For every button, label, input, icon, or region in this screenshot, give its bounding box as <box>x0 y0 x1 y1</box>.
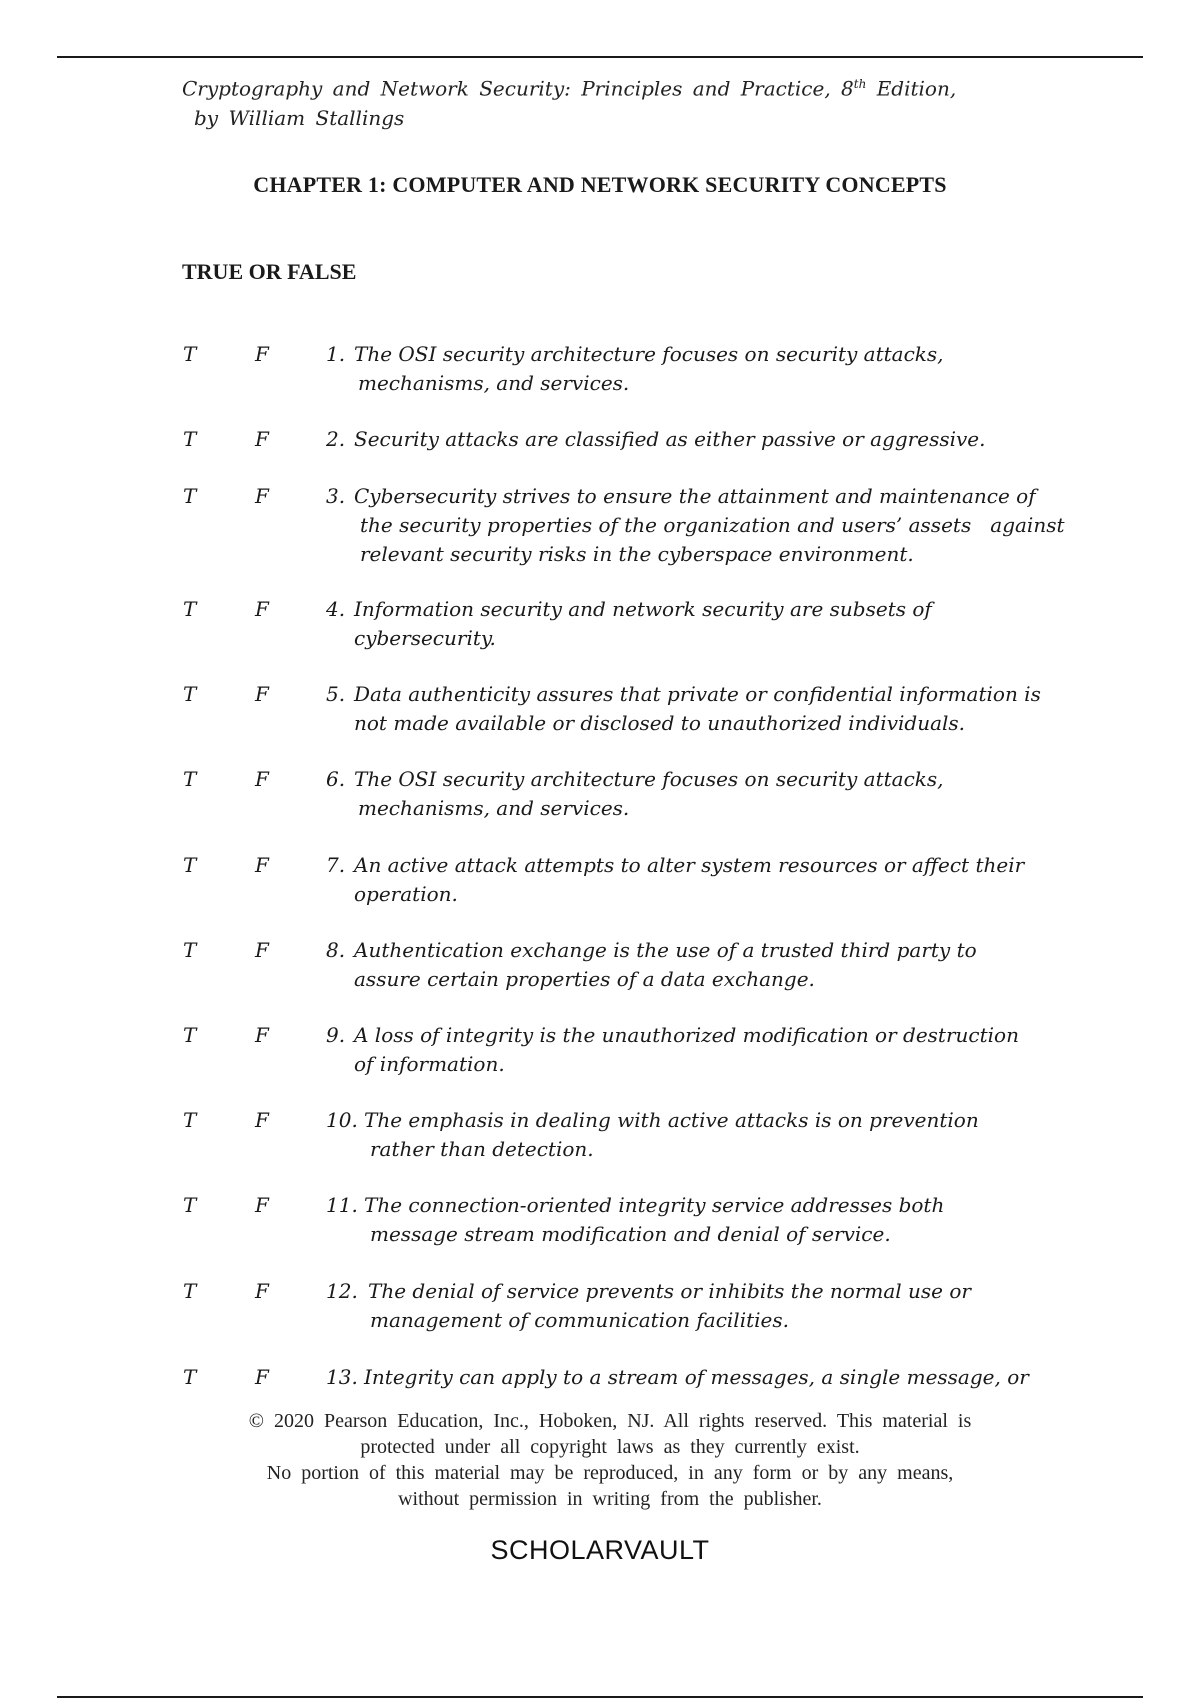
false-option[interactable]: F <box>255 427 269 451</box>
question-number: 5. <box>326 682 346 706</box>
true-option[interactable]: T <box>183 1193 197 1217</box>
book-author-line: by William Stallings <box>194 105 405 130</box>
brand-watermark: SCHOLARVAULT <box>490 1535 710 1565</box>
true-option[interactable]: T <box>183 484 197 508</box>
question-text: Authentication exchange is the use of a trusted third party to assure certain properties of a data exchange. <box>354 938 977 991</box>
question-text: The connection-oriented integrity service addresses both message stream modification and denial of service. <box>364 1193 945 1246</box>
false-option[interactable]: F <box>255 1365 269 1389</box>
question-number: 12. <box>326 1279 358 1303</box>
true-option[interactable]: T <box>183 938 197 962</box>
copyright-notice: © 2020 Pearson Education, Inc., Hoboken, NJ. All rights reserved. This material is protected under all copyright laws as they currently exist. No portion of this material may be reproduced, in any form or by any means, without permission in writing from the publisher. <box>248 1410 972 1510</box>
top-rule <box>57 56 1143 58</box>
false-option[interactable]: F <box>255 1108 269 1132</box>
question-number: 8. <box>326 938 346 962</box>
true-option[interactable]: T <box>183 597 197 621</box>
true-option[interactable]: T <box>183 1365 197 1389</box>
false-option[interactable]: F <box>255 597 269 621</box>
question-number: 1. <box>326 342 346 366</box>
true-option[interactable]: T <box>183 682 197 706</box>
true-option[interactable]: T <box>183 1279 197 1303</box>
question-number: 2. <box>326 427 346 451</box>
true-option[interactable]: T <box>183 767 197 791</box>
question-number: 11. <box>326 1193 358 1217</box>
book-title-line: Cryptography and Network Security: Principles and Practice, 8th Edition, <box>182 76 957 101</box>
question-number: 7. <box>326 853 346 877</box>
false-option[interactable]: F <box>255 1193 269 1217</box>
question-number: 9. <box>326 1023 346 1047</box>
section-title: TRUE OR FALSE <box>182 259 357 284</box>
question-number: 10. <box>326 1108 358 1132</box>
question-text: An active attack attempts to alter system resources or affect their operation. <box>354 853 1025 906</box>
false-option[interactable]: F <box>255 767 269 791</box>
false-option[interactable]: F <box>255 342 269 366</box>
false-option[interactable]: F <box>255 1279 269 1303</box>
question-number: 6. <box>326 767 346 791</box>
chapter-title: CHAPTER 1: COMPUTER AND NETWORK SECURITY CONCEPTS <box>253 172 947 197</box>
question-text: A loss of integrity is the unauthorized modification or destruction of information. <box>354 1023 1019 1076</box>
true-option[interactable]: T <box>183 427 197 451</box>
true-option[interactable]: T <box>183 342 197 366</box>
false-option[interactable]: F <box>255 682 269 706</box>
question-number: 13. <box>326 1365 358 1389</box>
false-option[interactable]: F <box>255 1023 269 1047</box>
bottom-rule <box>57 1696 1143 1698</box>
question-text: The OSI security architecture focuses on security attacks, mechanisms, and services. <box>354 767 944 820</box>
question-text: The emphasis in dealing with active attacks is on prevention rather than detection. <box>364 1108 979 1161</box>
true-option[interactable]: T <box>183 1023 197 1047</box>
true-option[interactable]: T <box>183 1108 197 1132</box>
question-number: 3. <box>326 484 346 508</box>
true-option[interactable]: T <box>183 853 197 877</box>
question-number: 4. <box>326 597 346 621</box>
question-text: Data authenticity assures that private or confidential information is not made available or disclosed to unauthorized individuals. <box>354 682 1041 735</box>
question-text: The OSI security architecture focuses on security attacks, mechanisms, and services. <box>354 342 944 395</box>
question-text: Cybersecurity strives to ensure the attainment and maintenance of the security properties of the organization and users’ assets against relevant security risks in the cyberspace environment. <box>354 484 1065 566</box>
question-text: Security attacks are classified as either passive or aggressive. <box>354 427 986 451</box>
question-text: Information security and network security are subsets of cybersecurity. <box>354 597 932 650</box>
false-option[interactable]: F <box>255 853 269 877</box>
false-option[interactable]: F <box>255 484 269 508</box>
false-option[interactable]: F <box>255 938 269 962</box>
question-text: The denial of service prevents or inhibits the normal use or management of communication facilities. <box>368 1279 971 1332</box>
question-text: Integrity can apply to a stream of messages, a single message, or <box>364 1365 1029 1389</box>
book-header <box>182 70 1002 133</box>
